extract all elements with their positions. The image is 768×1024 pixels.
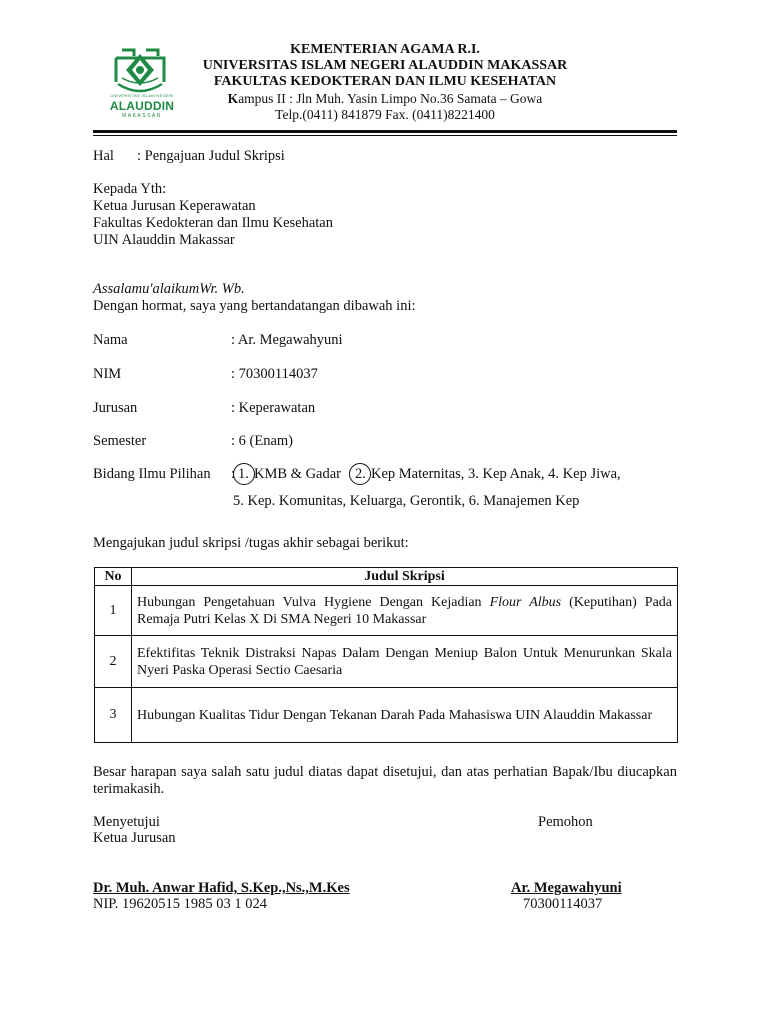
row-title: Efektifitas Teknik Distraksi Napas Dalam Dengan Meniup Balon Untuk Menurunkan Skala Nyeri Paska Operasi Sectio Caesaria — [132, 636, 678, 688]
approver-name: Dr. Muh. Anwar Hafid, S.Kep.,Ns.,M.Kes — [93, 880, 350, 896]
closing-text: Besar harapan saya salah satu judul diatas dapat disetujui, dan atas perhatian Bapak/Ibu diucapkan terimakasih. — [93, 764, 677, 797]
approver-position: Ketua Jurusan — [93, 830, 176, 846]
approver-nip: NIP. 19620515 1985 03 1 024 — [93, 896, 268, 912]
address-rest: ampus II : Jln Muh. Yasin Limpo No.36 Samata – Gowa — [238, 91, 543, 106]
field-value-nama: : Ar. Megawahyuni — [231, 332, 343, 348]
option-2-circle — [349, 463, 371, 485]
field-value-jurusan: : Keperawatan — [231, 400, 316, 416]
bidang-option-1-text: KMB & Gadar — [254, 466, 341, 482]
address-line — [180, 91, 590, 107]
row-title: Hubungan Kualitas Tidur Dengan Tekanan Darah Pada Mahasiswa UIN Alauddin Makassar — [132, 688, 678, 743]
greeting: Assalamu'alaikumWr. Wb. — [93, 281, 245, 297]
field-label-nama: Nama — [93, 332, 128, 348]
row-title: Hubungan Pengetahuan Vulva Hygiene Dengan Kejadian Flour Albus (Keputihan) Pada Remaja Putri Kelas X Di SMA Negeri 10 Makassar — [132, 586, 678, 636]
table-row — [95, 688, 678, 743]
bidang-option-1-number: 1. — [238, 466, 249, 482]
bidang-options-rest: Kep Maternitas, 3. Kep Anak, 4. Kep Jiwa, — [371, 466, 621, 482]
table-row — [95, 636, 678, 688]
field-label-jurusan: Jurusan — [93, 400, 138, 416]
applicant-label: Pemohon — [538, 814, 593, 830]
table-header-row — [95, 568, 678, 586]
thesis-title-table — [94, 567, 678, 743]
logo-top-text: UNIVERSITAS ISLAM NEGERI — [110, 93, 174, 98]
field-value-nim: : 70300114037 — [231, 366, 318, 382]
row-number: 1 — [95, 586, 132, 636]
field-label-bidang: Bidang Ilmu Pilihan — [93, 466, 211, 482]
university-line: UNIVERSITAS ISLAM NEGERI ALAUDDIN MAKASSAR — [202, 58, 568, 73]
intro-text: Dengan hormat, saya yang bertandatangan dibawah ini: — [93, 298, 416, 314]
letterhead-rule-thick — [93, 130, 677, 133]
logo-name: ALAUDDIN — [109, 99, 175, 113]
field-label-nim: NIM — [93, 366, 122, 382]
applicant-name: Ar. Megawahyuni — [511, 880, 622, 896]
recipient-line-3: Fakultas Kedokteran dan Ilmu Kesehatan — [93, 215, 333, 231]
bidang-options-line-2: 5. Kep. Komunitas, Keluarga, Gerontik, 6. Manajemen Kep — [233, 493, 580, 509]
recipient-line-1: Kepada Yth: — [93, 181, 167, 197]
address-initial: K — [227, 91, 239, 106]
row-title-italic: Flour Albus — [489, 594, 562, 610]
field-label-semester: Semester — [93, 433, 147, 449]
subject-value: : Pengajuan Judul Skripsi — [137, 148, 285, 164]
bidang-colon: : — [231, 466, 236, 482]
faculty-line: FAKULTAS KEDOKTERAN DAN ILMU KESEHATAN — [213, 74, 557, 89]
row-number: 3 — [95, 688, 132, 743]
recipient-line-2: Ketua Jurusan Keperawatan — [93, 198, 256, 214]
row-number: 2 — [95, 636, 132, 688]
phone-line: Telp.(0411) 841879 Fax. (0411)8221400 — [275, 107, 495, 122]
option-1-circle — [233, 463, 255, 485]
logo-city: MAKASSAR — [122, 113, 162, 119]
applicant-nim: 70300114037 — [523, 896, 603, 912]
bidang-option-2-number: 2. — [355, 466, 366, 482]
proposal-intro: Mengajukan judul skripsi /tugas akhir sebagai berikut: — [93, 535, 409, 551]
ministry-line: KEMENTERIAN AGAMA R.I. — [290, 42, 480, 57]
column-header-no: No — [95, 568, 132, 586]
table-row — [95, 586, 678, 636]
recipient-line-4: UIN Alauddin Makassar — [93, 232, 235, 248]
subject-label: Hal — [93, 148, 114, 164]
field-value-semester: : 6 (Enam) — [231, 433, 294, 449]
column-header-title: Judul Skripsi — [132, 568, 678, 586]
letterhead-rule-thin — [93, 135, 677, 136]
approval-label: Menyetujui — [93, 814, 160, 830]
